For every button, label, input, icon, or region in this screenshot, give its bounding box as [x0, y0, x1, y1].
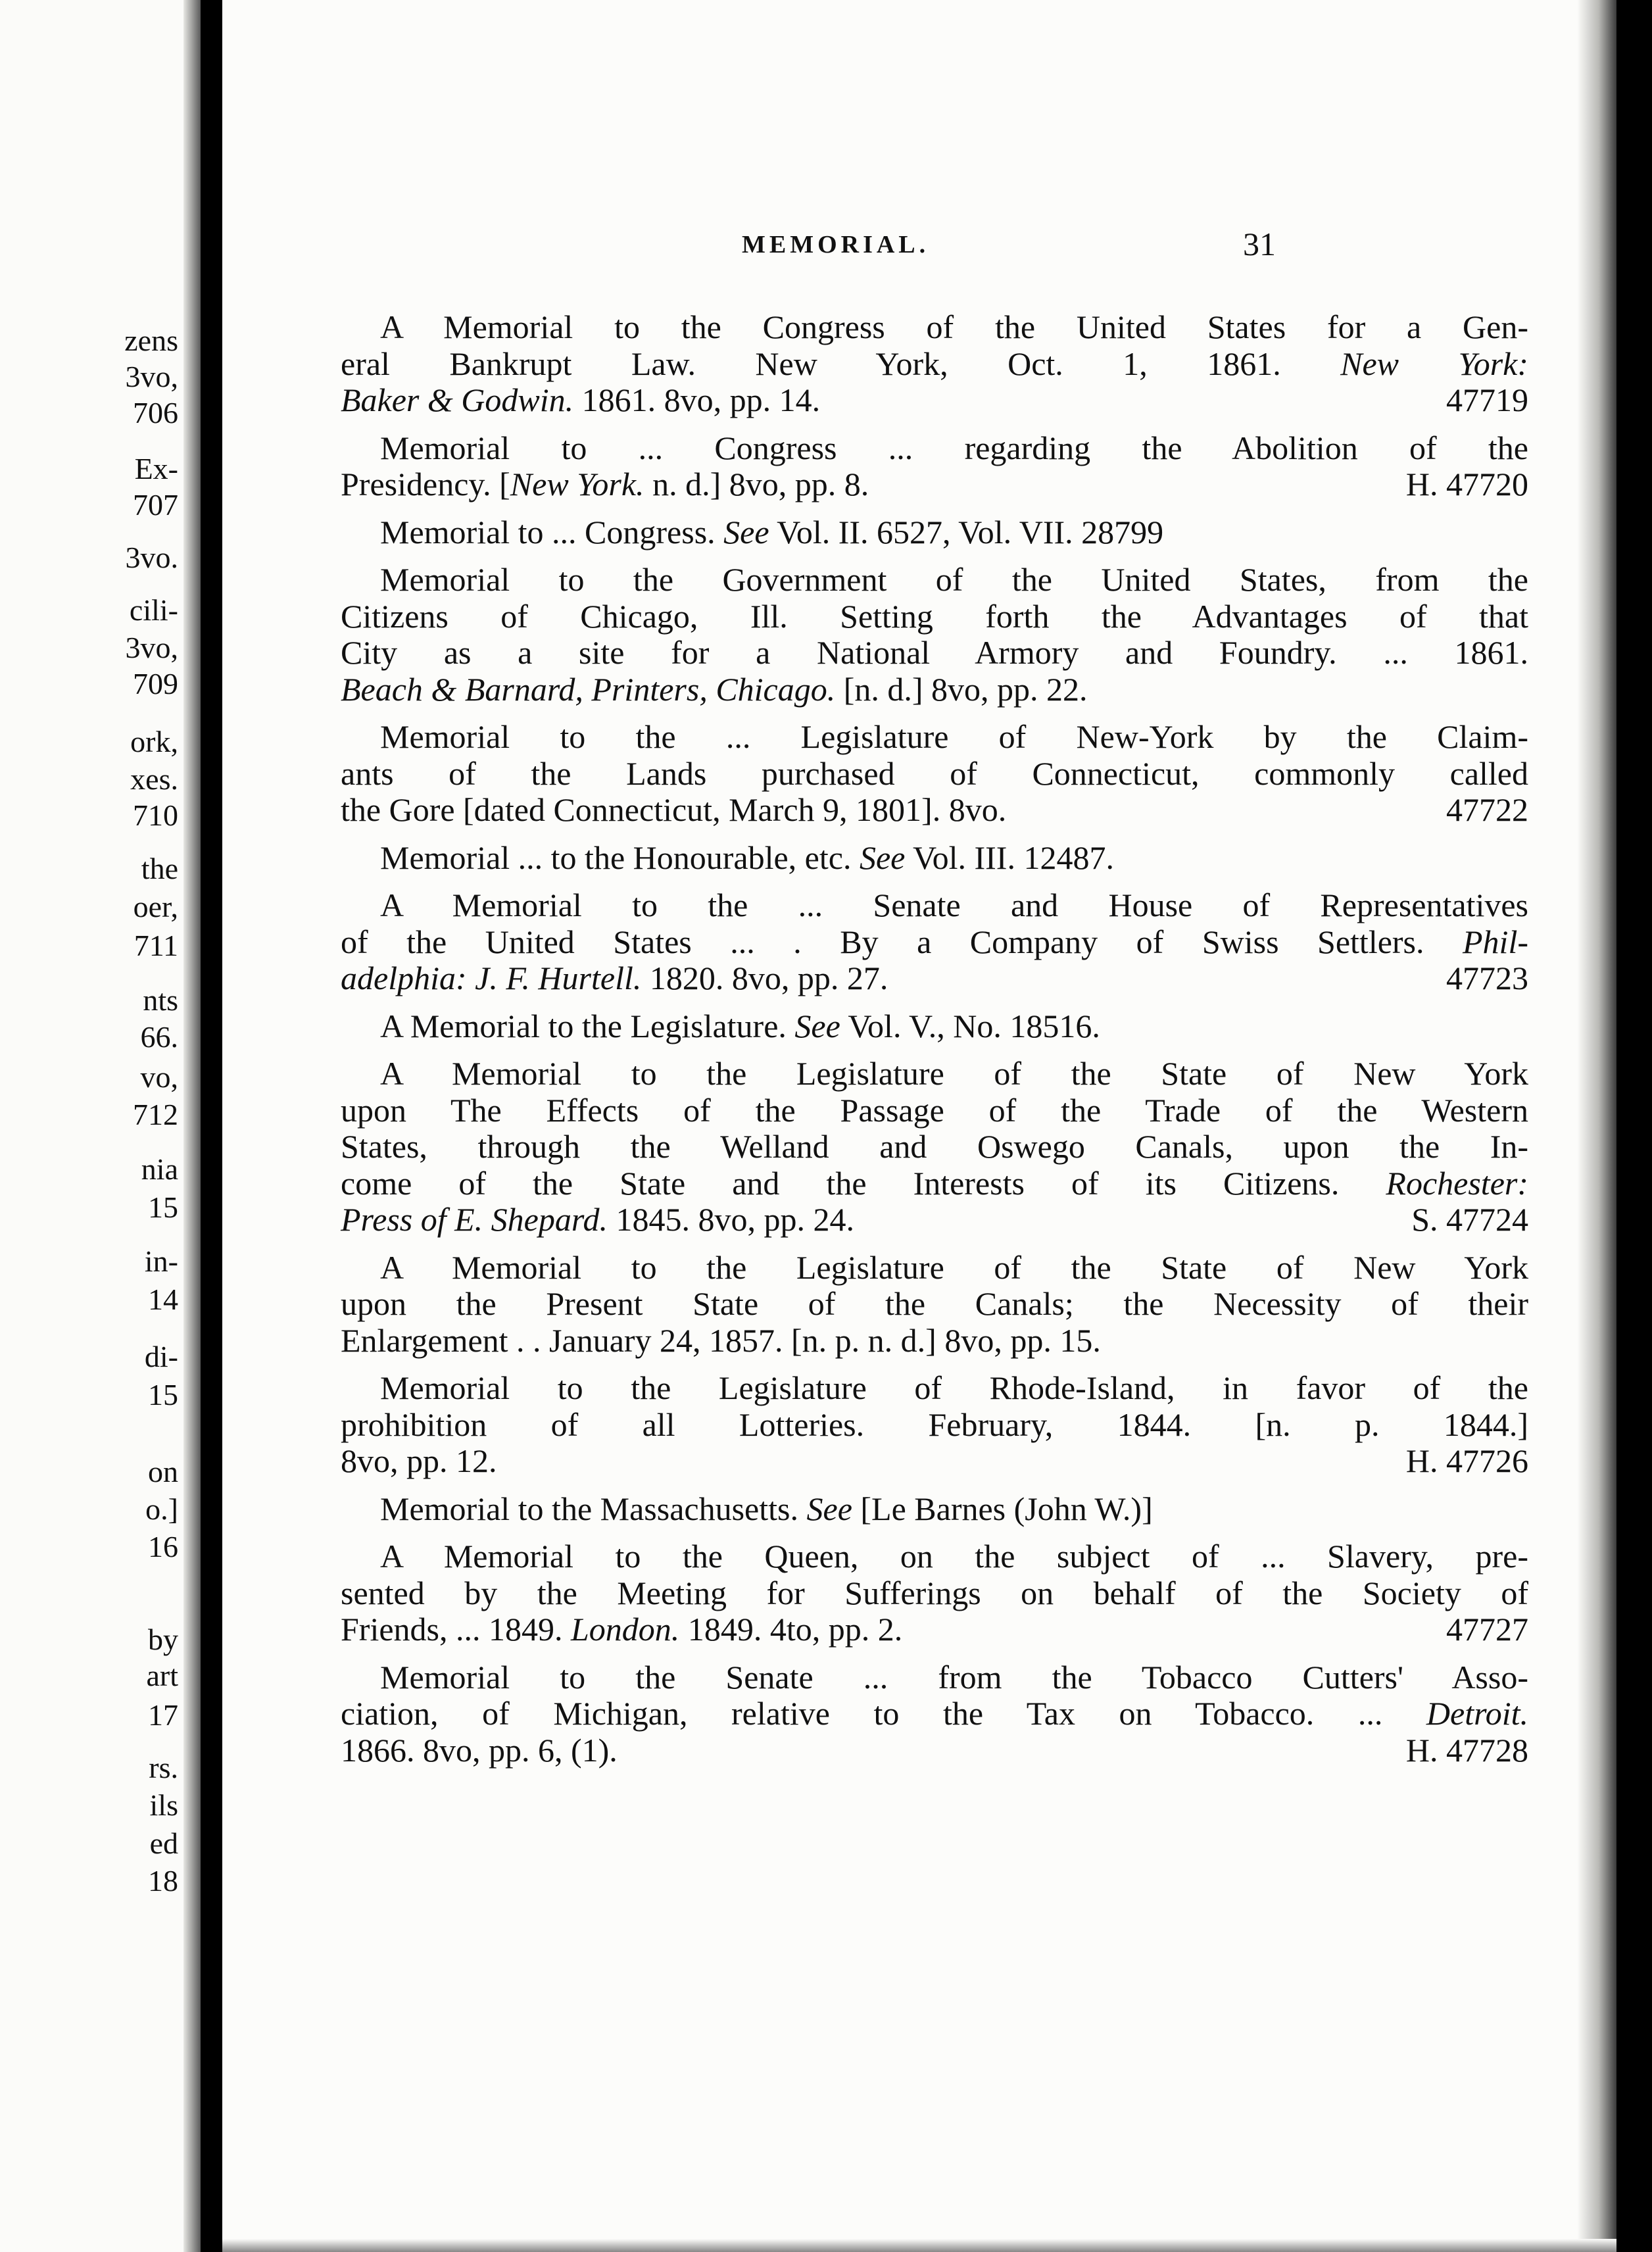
entry-text — [341, 1008, 1100, 1045]
roman-text: Memorial to the Senate ... from the Tobacco Cutters' Asso- — [380, 1658, 1528, 1696]
previous-page-fragment: 709 — [133, 667, 178, 700]
entry-line — [341, 1286, 1528, 1323]
page-header — [222, 226, 1616, 270]
page-gutter-shadow — [183, 0, 201, 2252]
roman-text: Vol. V., No. 18516. — [840, 1007, 1100, 1044]
roman-text: City as a site for a National Armory and Foundry. ... 1861. — [341, 634, 1528, 671]
entry-line — [341, 1202, 1528, 1238]
entry-text — [341, 1575, 1528, 1611]
running-head: MEMORIAL. — [742, 231, 930, 258]
catalog-entry — [341, 1538, 1528, 1648]
entry-text — [341, 1491, 1153, 1528]
entry-line — [341, 719, 1528, 756]
entry-text — [380, 1369, 1528, 1406]
entry-line — [341, 346, 1528, 383]
previous-page-fragment: di- — [144, 1340, 178, 1373]
entry-line — [341, 466, 1528, 503]
entry-line — [341, 1370, 1528, 1407]
catalog-page — [222, 0, 1616, 2252]
entry-text — [341, 1202, 854, 1238]
entry-text — [380, 561, 1528, 598]
previous-page-fragment: ork, — [130, 725, 178, 758]
roman-text: Vol. II. 6527, Vol. VII. 28799 — [769, 513, 1164, 551]
catalog-entry — [341, 1056, 1528, 1238]
roman-text: upon the Present State of the Canals; the Necessity of their — [341, 1285, 1528, 1322]
entry-text — [341, 960, 888, 997]
previous-page-fragment: by — [148, 1623, 178, 1656]
entry-line — [341, 1575, 1528, 1612]
entry-line — [341, 960, 1528, 997]
previous-page-fragment: rs. — [149, 1751, 178, 1784]
entry-line — [341, 1056, 1528, 1092]
roman-text: A Memorial to the Legislature. — [380, 1007, 795, 1044]
entry-line — [341, 1092, 1528, 1129]
previous-page-fragment: 18 — [148, 1864, 178, 1897]
italic-text: Baker & Godwin. — [341, 381, 574, 418]
page-bottom-shadow — [222, 2239, 1616, 2252]
italic-text: adelphia: J. F. Hurtell. — [341, 960, 642, 996]
catalog-entry — [341, 514, 1528, 551]
roman-text: ciation, of Michigan, relative to the Tax on Tobacco. ... — [341, 1695, 1426, 1732]
roman-text: Citizens of Chicago, Ill. Setting forth the Advantages of that — [341, 597, 1528, 635]
entry-number: 47719 — [1446, 381, 1528, 418]
entry-text — [341, 1443, 497, 1480]
entry-line — [341, 792, 1528, 829]
entry-text — [341, 840, 1114, 877]
previous-page-fragment: nia — [141, 1152, 178, 1186]
entry-line — [341, 1611, 1528, 1648]
previous-page-fragment: 707 — [133, 488, 178, 522]
previous-page-fragment: 706 — [133, 396, 178, 429]
entry-text — [341, 634, 1528, 671]
entry-line — [341, 599, 1528, 635]
previous-page-fragment: 66. — [140, 1020, 178, 1054]
entry-text — [341, 1406, 1528, 1443]
entry-line — [341, 1659, 1528, 1696]
catalog-entry — [341, 719, 1528, 829]
roman-text: States, through the Welland and Oswego Canals, upon the In- — [341, 1128, 1528, 1165]
entry-text — [380, 1538, 1528, 1575]
previous-page-fragment: oer, — [133, 890, 178, 923]
entry-text — [341, 382, 820, 419]
entry-number: S. 47724 — [1411, 1201, 1528, 1238]
roman-text: of the United States ... . By a Company of Swiss Settlers. — [341, 923, 1463, 960]
previous-page-fragment: Ex- — [134, 452, 178, 485]
previous-page-fragment: 16 — [148, 1530, 178, 1563]
catalog-entry — [341, 430, 1528, 503]
entry-line — [341, 1732, 1528, 1769]
roman-text: Memorial to ... Congress ... regarding the Abolition of the — [380, 429, 1528, 466]
italic-text: See — [806, 1490, 852, 1527]
roman-text: A Memorial to the Legislature of the State of New York — [380, 1055, 1528, 1092]
roman-text: Presidency. [ — [341, 466, 510, 502]
entry-text — [341, 1695, 1528, 1732]
catalog-entry — [341, 1491, 1528, 1528]
previous-page-fragment: 14 — [148, 1283, 178, 1316]
entry-text — [380, 1659, 1528, 1696]
previous-page-fragment: 15 — [148, 1378, 178, 1411]
entry-text — [380, 1055, 1528, 1092]
previous-page-fragment: 3vo, — [125, 360, 178, 393]
previous-page-fragment: the — [141, 852, 178, 885]
entry-number: 47722 — [1446, 791, 1528, 828]
entry-text — [380, 308, 1528, 345]
roman-text: come of the State and the Interests of its Citizens. — [341, 1164, 1386, 1202]
entry-number: 47727 — [1446, 1611, 1528, 1648]
roman-text: Memorial ... to the Honourable, etc. — [380, 839, 860, 876]
previous-page-fragment: 711 — [134, 929, 178, 962]
italic-text: London. — [571, 1611, 680, 1648]
entry-line — [341, 514, 1528, 551]
italic-text: Phil- — [1463, 923, 1528, 960]
italic-text: See — [859, 839, 906, 876]
previous-page-fragment: 3vo, — [125, 631, 178, 664]
previous-page-fragment: ed — [149, 1826, 178, 1860]
roman-text: 1849. 4to, pp. 2. — [679, 1611, 903, 1648]
previous-page-fragment: art — [146, 1659, 178, 1692]
entry-text — [341, 1092, 1528, 1129]
roman-text: Vol. III. 12487. — [905, 839, 1114, 876]
page-number: 31 — [1243, 226, 1276, 262]
roman-text: prohibition of all Lotteries. February, 1844. [n. p. 1844.] — [341, 1406, 1528, 1443]
previous-page-fragment: o.] — [145, 1492, 178, 1526]
roman-text: Memorial to ... Congress. — [380, 513, 724, 551]
entry-text — [341, 1323, 1101, 1359]
roman-text: eral Bankrupt Law. New York, Oct. 1, 1861. — [341, 345, 1341, 382]
roman-text: A Memorial to the Queen, on the subject of ... Slavery, pre- — [380, 1538, 1528, 1575]
entry-line — [341, 382, 1528, 419]
entry-text — [341, 514, 1163, 551]
italic-text: See — [723, 513, 769, 551]
entry-line — [341, 1008, 1528, 1045]
entry-text — [341, 1165, 1528, 1202]
entry-line — [341, 887, 1528, 924]
entry-text — [380, 887, 1528, 923]
roman-text: Friends, ... 1849. — [341, 1611, 571, 1648]
previous-page-fragment: nts — [143, 983, 178, 1017]
entry-number: H. 47728 — [1405, 1731, 1528, 1769]
italic-text: Beach & Barnard, Printers, Chicago. — [341, 670, 836, 708]
entry-number: H. 47726 — [1405, 1442, 1528, 1479]
entry-line — [341, 1165, 1528, 1202]
italic-text: Press of E. Shepard. — [341, 1201, 608, 1238]
roman-text: upon The Effects of the Passage of the Trade of the Western — [341, 1091, 1528, 1129]
roman-text: Memorial to the Legislature of Rhode-Island, in favor of the — [380, 1369, 1528, 1406]
entry-line — [341, 1491, 1528, 1528]
entry-line — [341, 924, 1528, 961]
roman-text: Enlargement . . January 24, 1857. [n. p. n. d.] 8vo, pp. 15. — [341, 1321, 1101, 1359]
previous-page-fragment: vo, — [140, 1060, 178, 1094]
entry-text — [380, 1249, 1528, 1286]
catalog-entry — [341, 840, 1528, 877]
roman-text: A Memorial to the Legislature of the State of New York — [380, 1248, 1528, 1286]
entry-text — [341, 1285, 1528, 1322]
previous-page-fragment: ils — [149, 1788, 178, 1822]
previous-page-fragment: cili- — [129, 593, 178, 627]
roman-text: 1861. 8vo, pp. 14. — [573, 381, 821, 418]
entry-text — [341, 1611, 902, 1648]
catalog-entry — [341, 887, 1528, 997]
catalog-entry — [341, 1370, 1528, 1480]
italic-text: New York. — [510, 466, 644, 502]
entry-line — [341, 1696, 1528, 1732]
entry-number: 47723 — [1446, 960, 1528, 996]
roman-text: 1845. 8vo, pp. 24. — [607, 1201, 854, 1238]
catalog-entry — [341, 1008, 1528, 1045]
previous-page-fragment: xes. — [130, 762, 178, 796]
entry-line — [341, 430, 1528, 467]
entry-line — [341, 840, 1528, 877]
roman-text: 1820. 8vo, pp. 27. — [641, 960, 888, 996]
previous-page-fragment: 17 — [148, 1698, 178, 1732]
roman-text: A Memorial to the ... Senate and House of Representatives — [380, 887, 1528, 923]
roman-text: [n. d.] 8vo, pp. 22. — [835, 670, 1088, 708]
catalog-entries — [341, 309, 1528, 1780]
entry-line — [341, 1129, 1528, 1165]
entry-text — [380, 429, 1528, 466]
entry-line — [341, 1443, 1528, 1480]
entry-line — [341, 1407, 1528, 1444]
italic-text: Detroit. — [1426, 1695, 1528, 1732]
previous-page-fragment: 3vo. — [125, 541, 178, 574]
roman-text: A Memorial to the Congress of the United States for a Gen- — [380, 308, 1528, 345]
entry-line — [341, 1250, 1528, 1286]
entry-text — [341, 792, 1006, 829]
roman-text: Memorial to the Massachusetts. — [380, 1490, 807, 1527]
entry-line — [341, 309, 1528, 346]
entry-text — [380, 718, 1528, 755]
catalog-entry — [341, 309, 1528, 419]
italic-text: See — [794, 1007, 840, 1044]
entry-text — [341, 1128, 1528, 1165]
catalog-entry — [341, 1250, 1528, 1359]
catalog-entry — [341, 1659, 1528, 1769]
roman-text: Memorial to the Government of the United States, from the — [380, 561, 1528, 598]
entry-number: H. 47720 — [1405, 466, 1528, 502]
previous-page-edge — [0, 0, 201, 2252]
previous-page-fragment: in- — [144, 1244, 178, 1278]
page-edge-shadow — [1577, 0, 1616, 2252]
italic-text: Rochester: — [1386, 1164, 1528, 1202]
roman-text: n. d.] 8vo, pp. 8. — [644, 466, 869, 502]
previous-page-fragment: zens — [124, 324, 178, 357]
entry-line — [341, 1538, 1528, 1575]
roman-text: Memorial to the ... Legislature of New-York by the Claim- — [380, 718, 1528, 755]
entry-line — [341, 756, 1528, 793]
entry-text — [341, 1732, 618, 1769]
catalog-entry — [341, 562, 1528, 708]
entry-text — [341, 923, 1528, 960]
roman-text: the Gore [dated Connecticut, March 9, 1801]. 8vo. — [341, 791, 1007, 828]
entry-text — [341, 672, 1088, 708]
roman-text: sented by the Meeting for Sufferings on behalf of the Society of — [341, 1574, 1528, 1611]
entry-text — [341, 345, 1528, 382]
entry-text — [341, 466, 869, 503]
roman-text: ants of the Lands purchased of Connecticut, commonly called — [341, 754, 1528, 792]
roman-text: 8vo, pp. 12. — [341, 1442, 497, 1479]
entry-line — [341, 1323, 1528, 1359]
entry-line — [341, 635, 1528, 672]
entry-text — [341, 598, 1528, 635]
previous-page-fragment: on — [148, 1455, 178, 1488]
entry-line — [341, 672, 1528, 708]
previous-page-fragment: 710 — [133, 798, 178, 832]
italic-text: New York: — [1340, 345, 1528, 382]
entry-line — [341, 562, 1528, 599]
previous-page-fragment: 15 — [148, 1190, 178, 1224]
roman-text: 1866. 8vo, pp. 6, (1). — [341, 1731, 618, 1769]
entry-text — [341, 755, 1528, 792]
roman-text: [Le Barnes (John W.)] — [852, 1490, 1153, 1527]
previous-page-fragment: 712 — [133, 1098, 178, 1131]
